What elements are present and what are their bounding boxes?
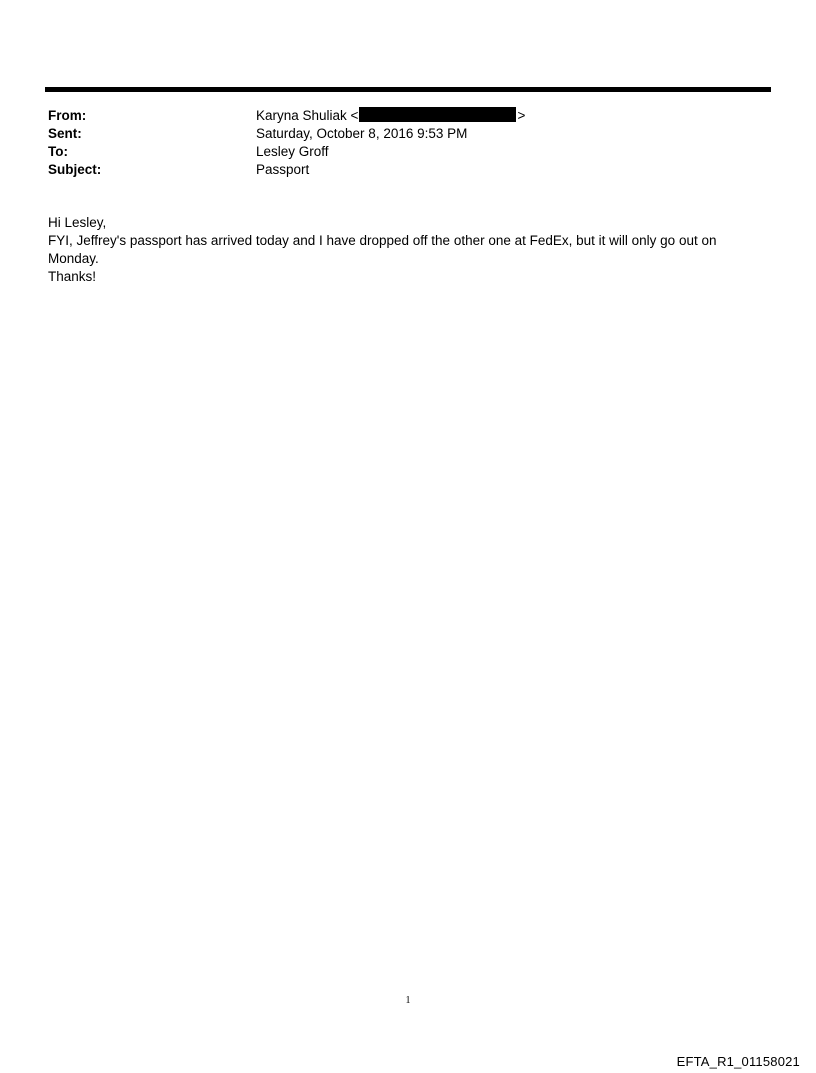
subject-label: Subject: [48, 162, 102, 177]
sent-value: Saturday, October 8, 2016 9:53 PM [256, 126, 468, 141]
header-divider [45, 87, 771, 92]
sent-label: Sent: [48, 126, 82, 141]
subject-value: Passport [256, 162, 310, 177]
redaction-box [359, 107, 516, 122]
body-line: Thanks! [48, 269, 97, 284]
to-value: Lesley Groff [256, 144, 329, 159]
page-number: 1 [405, 995, 411, 1006]
bates-number: EFTA_R1_01158021 [676, 1054, 800, 1069]
email-header [48, 107, 748, 179]
from-row [48, 107, 748, 125]
from-name: Karyna Shuliak < [256, 108, 359, 123]
to-row [48, 143, 748, 161]
from-label: From: [48, 108, 87, 123]
from-close-bracket: > [517, 108, 526, 123]
body-line: Hi Lesley, [48, 215, 107, 230]
body-line: Monday. [48, 251, 99, 266]
to-label: To: [48, 144, 68, 159]
from-value [256, 107, 525, 125]
email-body [48, 214, 768, 286]
body-line: FYI, Jeffrey's passport has arrived today and I have dropped off the other one at FedEx, but it will only go out on [48, 233, 717, 248]
subject-row [48, 161, 748, 179]
sent-row [48, 125, 748, 143]
